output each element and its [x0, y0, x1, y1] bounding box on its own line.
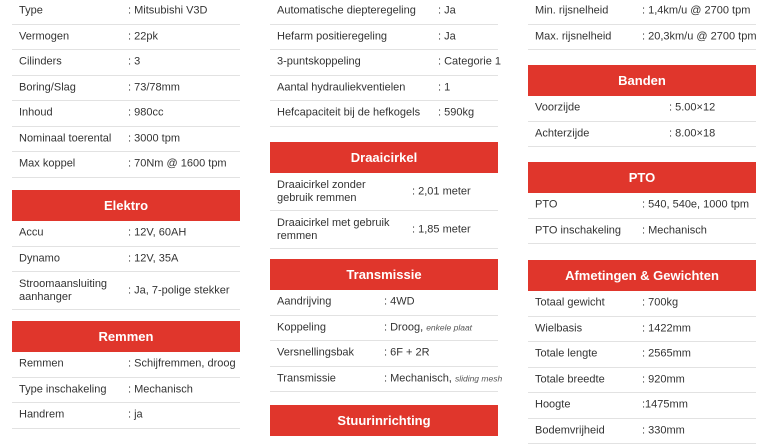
- spec-row-voorzijde: [528, 96, 756, 122]
- spec-value-main: : 4WD: [384, 296, 415, 308]
- spec-row-aandrijving: [270, 290, 498, 316]
- spec-row-hefcapaciteit: [270, 101, 498, 127]
- stuurinrichting-section: [270, 405, 498, 436]
- spec-label: Type inschakeling: [19, 383, 106, 396]
- spec-value: : 8.00×18: [669, 127, 715, 140]
- spec-label: PTO: [535, 199, 557, 212]
- spec-row-bodemvrijheid: [528, 419, 756, 444]
- spec-value: : 1,4km/u @ 2700 tpm: [642, 5, 750, 18]
- spec-row-cilinders: [12, 50, 240, 76]
- spec-value: : Ja, 7-polige stekker: [128, 284, 230, 297]
- transmissie-section: [270, 259, 498, 392]
- draaicirkel-section: [270, 142, 498, 249]
- spec-row-totale-lengte: [528, 342, 756, 368]
- spec-value: : Ja: [438, 30, 456, 43]
- spec-row-pto: [528, 193, 756, 219]
- spec-label: Max koppel: [19, 158, 75, 171]
- spec-row-koppeling: [270, 316, 498, 342]
- spec-row-boring-slag: [12, 76, 240, 102]
- spec-row-hoogte: [528, 393, 756, 419]
- spec-label: Versnellingsbak: [277, 347, 354, 360]
- spec-label: Draaicirkel zonder gebruik remmen: [277, 179, 397, 205]
- spec-value-main: : Droog,: [384, 321, 423, 333]
- spec-row-max-koppel: [12, 152, 240, 178]
- spec-label: Totale breedte: [535, 373, 605, 386]
- spec-row-type: [12, 0, 240, 25]
- spec-value: : 2,01 meter: [412, 185, 471, 198]
- spec-row-draaicirkel-met-remmen: [270, 211, 498, 249]
- spec-value: : 1422mm: [642, 322, 691, 335]
- spec-label: Bodemvrijheid: [535, 424, 605, 437]
- spec-row-stroomaansluiting: [12, 272, 240, 310]
- spec-label: Koppeling: [277, 321, 326, 334]
- spec-row-transmissie: [270, 367, 498, 393]
- section-header-afmetingen-gewichten: Afmetingen & Gewichten: [528, 260, 756, 291]
- spec-label: Hefarm positieregeling: [277, 30, 387, 43]
- spec-label: Boring/Slag: [19, 81, 76, 94]
- spec-label: Dynamo: [19, 252, 60, 265]
- section-header-remmen: Remmen: [12, 321, 240, 352]
- spec-row-dynamo: [12, 247, 240, 273]
- spec-row-automatische-diepteregeling: [270, 0, 498, 25]
- spec-value: : 12V, 35A: [128, 252, 178, 265]
- spec-column-1: [12, 0, 240, 430]
- spec-value: : 2565mm: [642, 348, 691, 361]
- spec-value: : Ja: [438, 5, 456, 18]
- spec-label: Max. rijsnelheid: [535, 30, 611, 43]
- spec-label: Min. rijsnelheid: [535, 5, 608, 18]
- section-header-stuurinrichting: Stuurinrichting: [270, 405, 498, 436]
- spec-label: Inhoud: [19, 107, 53, 120]
- spec-column-3: [528, 0, 756, 430]
- spec-value: : Mitsubishi V3D: [128, 5, 207, 18]
- spec-label: Hoogte: [535, 399, 570, 412]
- spec-label: Aantal hydrauliekventielen: [277, 81, 405, 94]
- spec-value: [384, 372, 502, 385]
- snelheid-section: [528, 0, 756, 50]
- spec-row-aantal-hydrauliekventielen: [270, 76, 498, 102]
- spec-value: : 73/78mm: [128, 81, 180, 94]
- spec-row-versnellingsbak: [270, 341, 498, 367]
- spec-label: Voorzijde: [535, 102, 580, 115]
- banden-section: [528, 65, 756, 147]
- spec-row-pto-inschakeling: [528, 219, 756, 245]
- spec-label: 3-puntskoppeling: [277, 56, 361, 69]
- spec-value: : 700kg: [642, 297, 678, 310]
- spec-value: : Mechanisch: [128, 383, 193, 396]
- spec-value: :1475mm: [642, 399, 688, 412]
- spec-label: Handrem: [19, 409, 64, 422]
- spec-label: Automatische diepteregeling: [277, 5, 416, 18]
- spec-value: : 12V, 60AH: [128, 227, 186, 240]
- spec-row-achterzijde: [528, 122, 756, 148]
- spec-value: : 980cc: [128, 107, 163, 120]
- spec-value: [384, 296, 415, 309]
- spec-value: : 3: [128, 56, 140, 69]
- spec-value: : 1: [438, 81, 450, 94]
- section-header-elektro: Elektro: [12, 190, 240, 221]
- spec-value-note: sliding mesh: [455, 373, 502, 383]
- spec-value-main: : Mechanisch,: [384, 372, 452, 384]
- hydrauliek-section: [270, 0, 498, 127]
- spec-row-handrem: [12, 403, 240, 429]
- spec-label: PTO inschakeling: [535, 224, 621, 237]
- spec-label: Vermogen: [19, 30, 69, 43]
- spec-value: : 540, 540e, 1000 tpm: [642, 199, 749, 212]
- spec-row-wielbasis: [528, 317, 756, 343]
- elektro-section: [12, 190, 240, 310]
- spec-label: Totale lengte: [535, 348, 597, 361]
- spec-value: : 1,85 meter: [412, 223, 471, 236]
- spec-value: : Schijfremmen, droog: [128, 358, 236, 371]
- spec-value: : 20,3km/u @ 2700 tpm: [642, 30, 757, 43]
- spec-row-min-rijsnelheid: [528, 0, 756, 25]
- spec-value: : 920mm: [642, 373, 685, 386]
- spec-label: Aandrijving: [277, 296, 331, 309]
- section-header-transmissie: Transmissie: [270, 259, 498, 290]
- spec-label: Hefcapaciteit bij de hefkogels: [277, 107, 420, 120]
- spec-value-main: : 6F + 2R: [384, 347, 430, 359]
- spec-label: Totaal gewicht: [535, 297, 605, 310]
- spec-value: : 22pk: [128, 30, 158, 43]
- section-header-banden: Banden: [528, 65, 756, 96]
- spec-value: : Categorie 1: [438, 56, 501, 69]
- spec-row-3-puntskoppeling: [270, 50, 498, 76]
- spec-label: Draaicirkel met gebruik remmen: [277, 217, 397, 243]
- spec-value: : 590kg: [438, 107, 474, 120]
- spec-label: Wielbasis: [535, 322, 582, 335]
- spec-column-2: [270, 0, 498, 430]
- spec-row-nominaal-toerental: [12, 127, 240, 153]
- spec-value: : Mechanisch: [642, 224, 707, 237]
- afmetingen-section: [528, 260, 756, 444]
- spec-value: : 5.00×12: [669, 102, 715, 115]
- spec-label: Cilinders: [19, 56, 62, 69]
- spec-value: [384, 321, 472, 334]
- section-header-draaicirkel: Draaicirkel: [270, 142, 498, 173]
- spec-label: Stroomaansluiting aanhanger: [19, 278, 127, 304]
- spec-value: [384, 347, 430, 360]
- spec-row-hefarm-positieregeling: [270, 25, 498, 51]
- spec-label: Achterzijde: [535, 127, 589, 140]
- spec-row-totale-breedte: [528, 368, 756, 394]
- spec-row-max-rijsnelheid: [528, 25, 756, 51]
- pto-section: [528, 162, 756, 244]
- section-header-pto: PTO: [528, 162, 756, 193]
- spec-value: : 330mm: [642, 424, 685, 437]
- spec-value: : 3000 tpm: [128, 132, 180, 145]
- spec-value: : 70Nm @ 1600 tpm: [128, 158, 227, 171]
- spec-label: Remmen: [19, 358, 64, 371]
- spec-row-inhoud: [12, 101, 240, 127]
- spec-row-type-inschakeling: [12, 378, 240, 404]
- spec-label: Accu: [19, 227, 43, 240]
- spec-row-draaicirkel-zonder-remmen: [270, 173, 498, 211]
- spec-label: Transmissie: [277, 372, 336, 385]
- spec-label: Type: [19, 5, 43, 18]
- spec-row-totaal-gewicht: [528, 291, 756, 317]
- spec-row-remmen: [12, 352, 240, 378]
- spec-value-note: enkele plaat: [426, 322, 472, 332]
- spec-label: Nominaal toerental: [19, 132, 111, 145]
- remmen-section: [12, 321, 240, 429]
- spec-row-vermogen: [12, 25, 240, 51]
- spec-row-accu: [12, 221, 240, 247]
- spec-value: : ja: [128, 409, 143, 422]
- motor-section: [12, 0, 240, 178]
